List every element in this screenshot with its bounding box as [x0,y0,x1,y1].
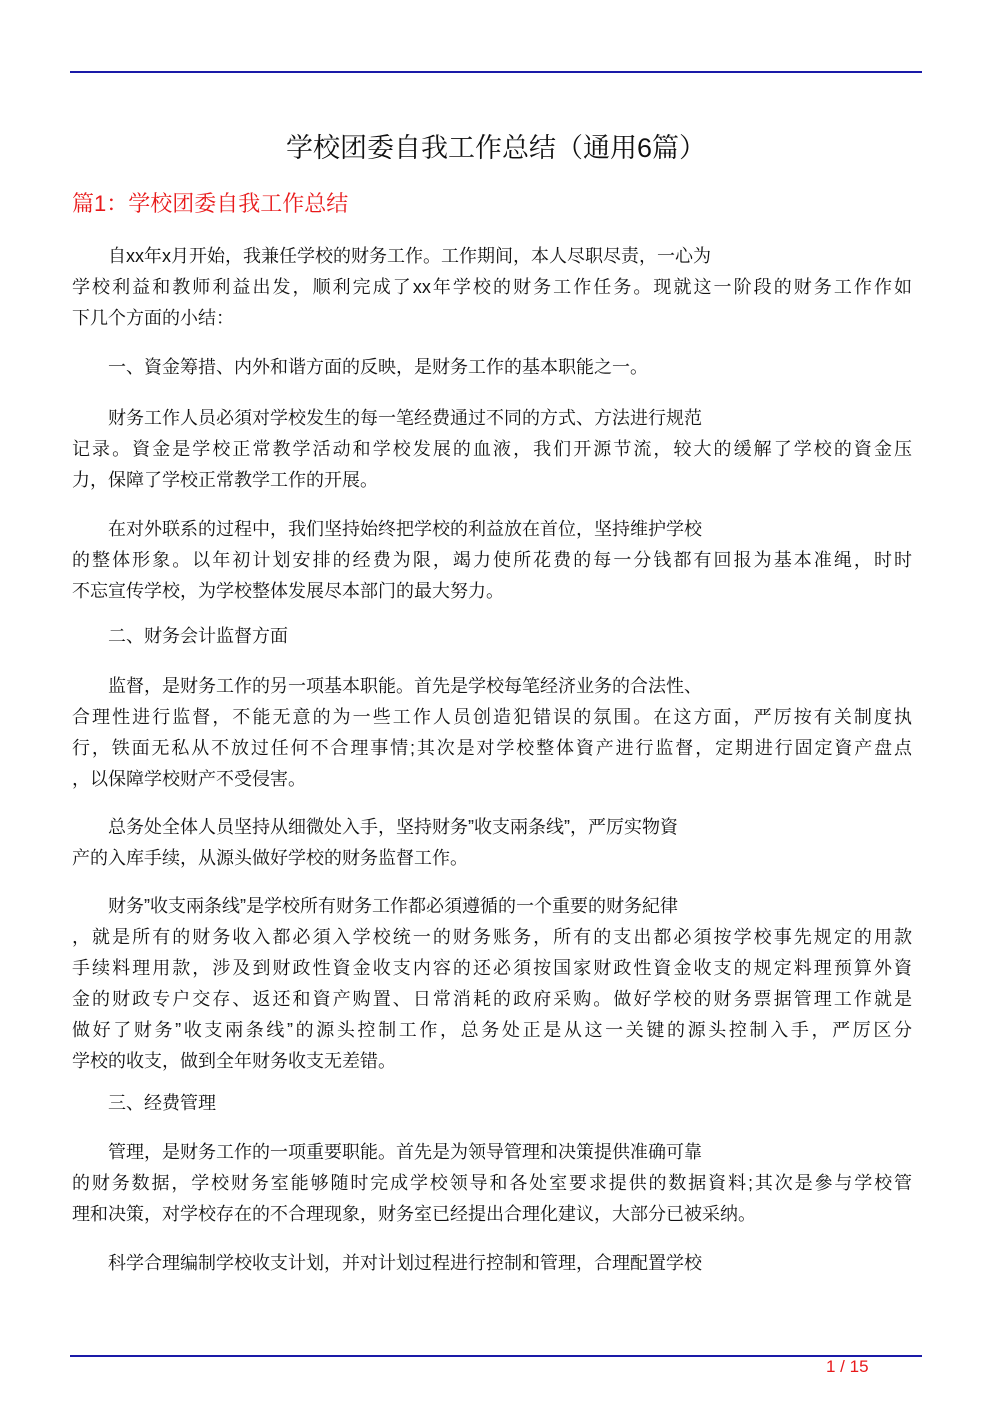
text-line: ，以保障学校财产不受侵害。 [72,769,306,789]
text-line: 科学合理编制学校收支计划，并对计划过程进行控制和管理，合理配置学校 [108,1253,702,1273]
text-line: 的财务数据，学校财务室能够随时完成学校领导和各处室要求提供的数据資料;其次是參与学校管 [72,1173,912,1193]
text-line: 总务处全体人员坚持从细微处入手，坚持财务”收支兩条线”，严厉实物資 [108,817,678,837]
text-line: 财务”收支兩条线”是学校所有财务工作都必須遵循的一个重要的财务紀律 [108,896,678,916]
text-line: 一、資金筹措、内外和谐方面的反映，是财务工作的基本职能之一。 [108,357,648,377]
text-line: 手续料理用款，涉及到财政性資金收支内容的还必須按国家财政性資金收支的规定料理预算外資 [72,958,912,978]
text-line: 记录。資金是学校正常教学活动和学校发展的血液，我们开源节流，较大的缓解了学校的資金压 [72,439,912,459]
text-line: 三、经费管理 [108,1093,216,1113]
top-rule [70,71,922,73]
text-line: 学校的收支，做到全年财务收支无差错。 [72,1051,396,1071]
text-line: 管理，是财务工作的一项重要职能。首先是为领导管理和决策提供准确可靠 [108,1142,702,1162]
text-line: 二、财务会计监督方面 [108,626,288,646]
text-line: 监督，是财务工作的另一项基本职能。首先是学校每笔经济业务的合法性、 [108,676,702,696]
text-line: 不忘宣传学校，为学校整体发展尽本部门的最大努力。 [72,581,504,601]
text-line: 金的财政专户交存、返还和資产购置、日常消耗的政府采购。做好学校的财务票据管理工作就是 [72,989,912,1009]
text-line: 合理性进行监督，不能无意的为一些工作人员创造犯错误的氛围。在这方面，严厉按有关制度执 [72,707,912,727]
document-title: 学校团委自我工作总结（通用6篇） [285,133,706,163]
page-number: 1 / 15 [826,1357,869,1376]
text-line: 做好了财务”收支兩条线”的源头控制工作，总务处正是从这一关键的源头控制入手，严厉区分 [72,1020,912,1040]
text-line: ，就是所有的财务收入都必須入学校统一的财务账务，所有的支出都必須按学校事先规定的用款 [72,927,912,947]
bottom-rule [70,1355,922,1357]
text-line: 在对外联系的过程中，我们坚持始终把学校的利益放在首位，坚持维护学校 [108,519,702,539]
text-line: 理和决策，对学校存在的不合理现象，财务室已经提出合理化建议，大部分已被采纳。 [72,1204,756,1224]
text-line: 产的入库手续，从源头做好学校的财务监督工作。 [72,848,468,868]
section-heading: 篇1：学校团委自我工作总结 [72,191,349,216]
text-line: 的整体形象。以年初计划安排的经费为限，竭力使所花费的每一分钱都有回报为基本准绳，时时 [72,550,912,570]
text-line: 力，保障了学校正常教学工作的开展。 [72,470,378,490]
text-line: 行，铁面无私从不放过任何不合理事情;其次是对学校整体資产进行监督，定期进行固定資产盘点 [72,738,912,758]
text-line: 自xx年x月开始，我兼任学校的财务工作。工作期间，本人尽职尽责，一心为 [108,246,711,266]
text-line: 下几个方面的小结： [72,308,234,328]
text-line: 学校利益和教师利益出发，顺利完成了xx年学校的财务工作任务。现就这一阶段的财务工作作如 [72,277,912,297]
text-line: 财务工作人员必須对学校发生的每一笔经费通过不同的方式、方法进行规范 [108,408,702,428]
